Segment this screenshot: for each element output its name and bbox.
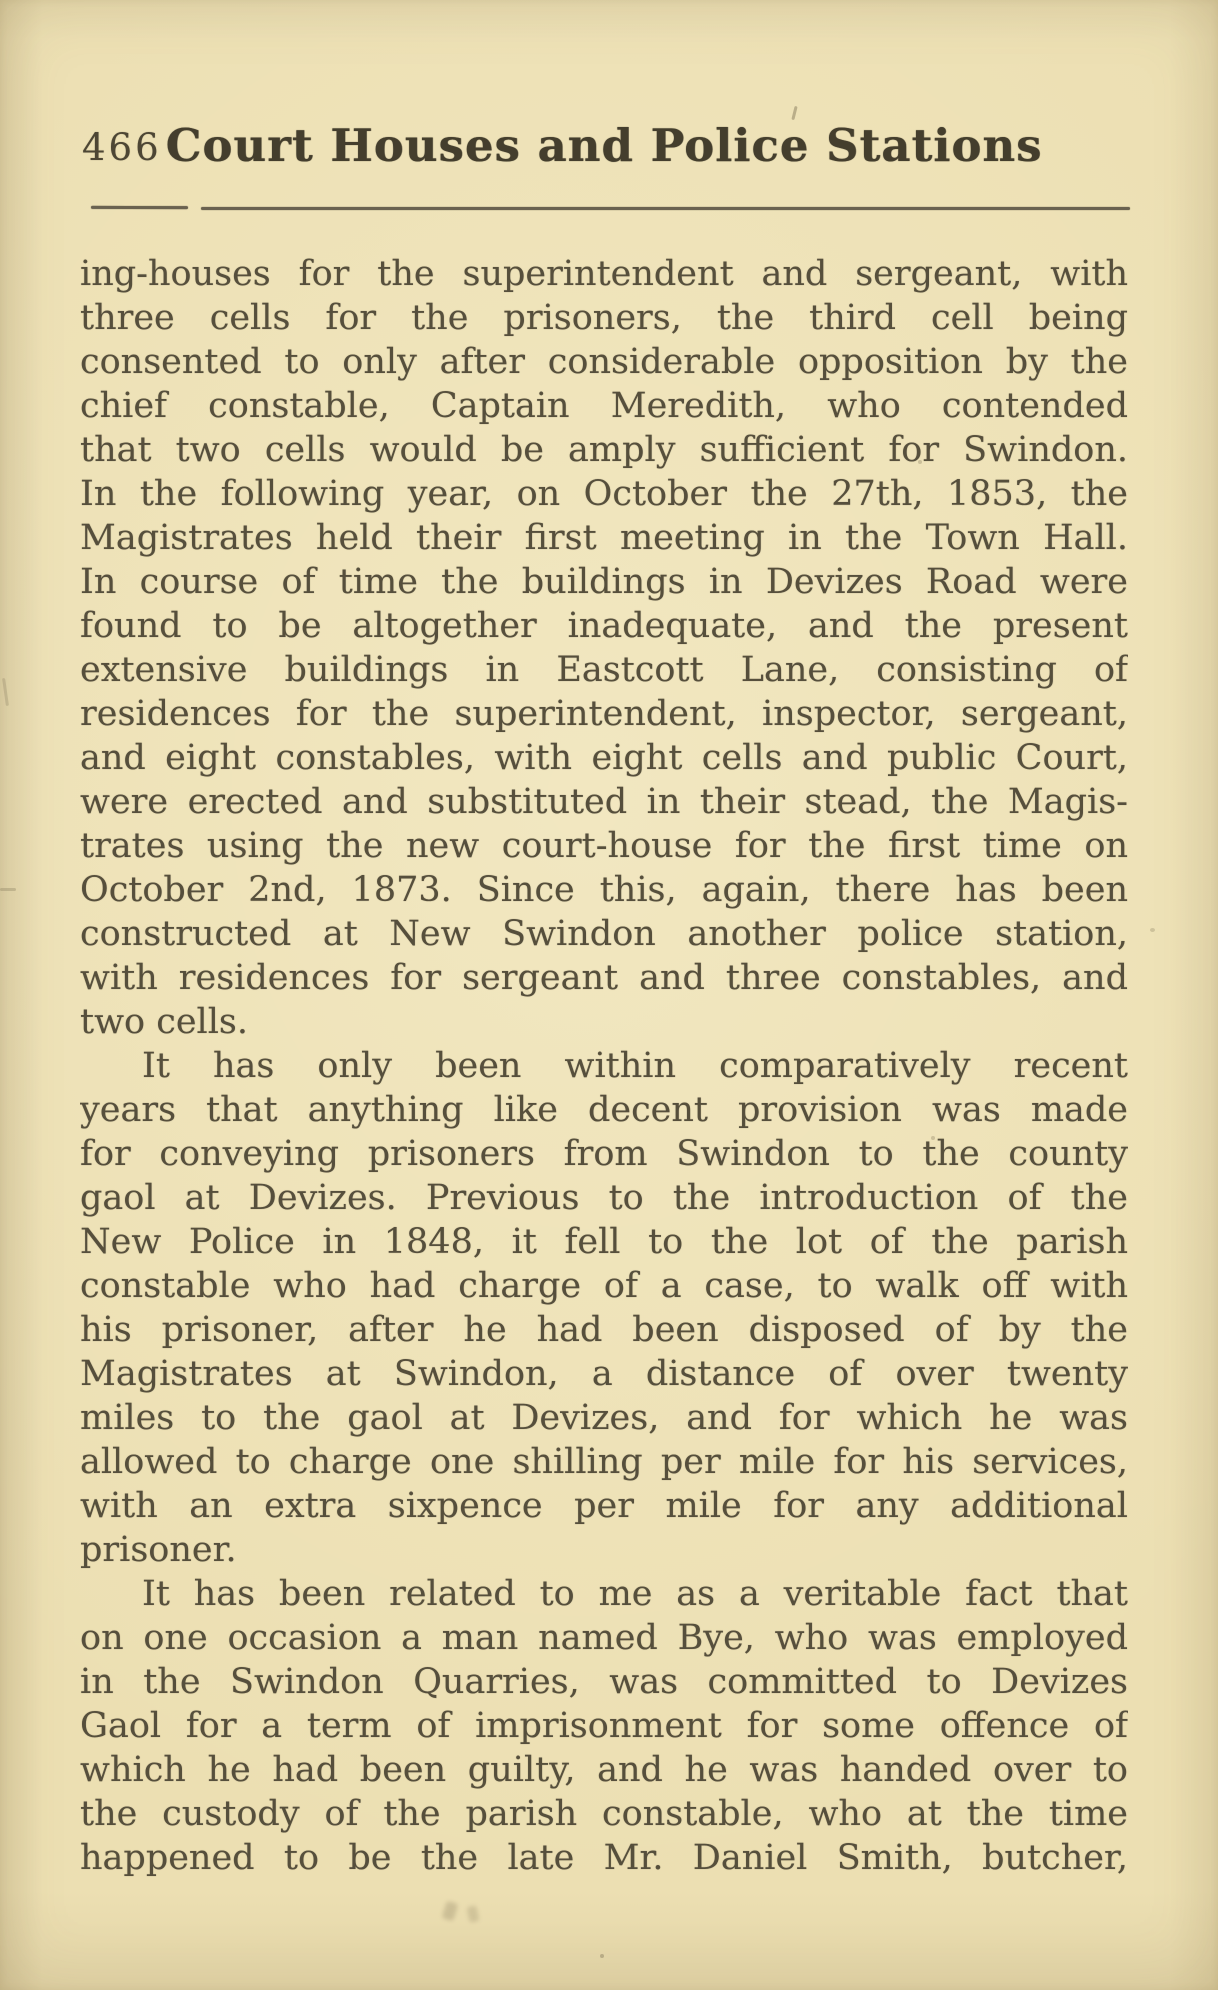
text-line: which he had been guilty, and he was handed over to (80, 1750, 1128, 1790)
text-line: Gaol for a term of imprisonment for some offence of (80, 1706, 1128, 1746)
page-number: 466 (82, 126, 162, 169)
text-line: Magistrates held their first meeting in the Town Hall. (80, 518, 1128, 558)
header-rule-right-segment (201, 207, 1130, 210)
text-line: ing-houses for the superintendent and sergeant, with (80, 254, 1128, 294)
text-line: chief constable, Captain Meredith, who contended (80, 386, 1128, 426)
header-rule-left-segment (91, 206, 188, 209)
text-line: consented to only after considerable opposition by the (80, 342, 1128, 382)
text-line: years that anything like decent provision was made (80, 1090, 1128, 1130)
text-line: prisoner. (80, 1530, 237, 1570)
running-header-title: Court Houses and Police Stations (165, 119, 1043, 172)
text-line: with an extra sixpence per mile for any additional (80, 1486, 1128, 1526)
text-line: happened to be the late Mr. Daniel Smith, butcher, (80, 1838, 1128, 1878)
text-line: In course of time the buildings in Devizes Road were (80, 562, 1128, 602)
stain-mark (931, 1136, 935, 1140)
stain-mark (0, 888, 16, 891)
text-line: on one occasion a man named Bye, who was employed (80, 1618, 1128, 1658)
text-line: and eight constables, with eight cells and public Court, (80, 738, 1128, 778)
text-line: were erected and substituted in their stead, the Magis- (80, 782, 1128, 822)
stain-mark (1150, 928, 1155, 932)
text-line: gaol at Devizes. Previous to the introduction of the (80, 1178, 1128, 1218)
text-line: in the Swindon Quarries, was committed to Devizes (80, 1662, 1128, 1702)
text-line: residences for the superintendent, inspector, sergeant, (80, 694, 1128, 734)
text-line: with residences for sergeant and three constables, and (80, 958, 1128, 998)
text-line: found to be altogether inadequate, and the present (80, 606, 1128, 646)
text-line: extensive buildings in Eastcott Lane, consisting of (80, 650, 1128, 690)
text-line: New Police in 1848, it fell to the lot of the parish (80, 1222, 1128, 1262)
text-line: two cells. (80, 1002, 249, 1042)
text-line: trates using the new court-house for the first time on (80, 826, 1128, 866)
text-line: October 2nd, 1873. Since this, again, there has been (80, 870, 1128, 910)
text-line: It has only been within comparatively recent (142, 1046, 1128, 1086)
text-line: In the following year, on October the 27th, 1853, the (80, 474, 1128, 514)
text-line: for conveying prisoners from Swindon to the county (80, 1134, 1128, 1174)
text-line: three cells for the prisoners, the third cell being (80, 298, 1128, 338)
text-line: constable who had charge of a case, to walk off with (80, 1266, 1128, 1306)
text-line: Magistrates at Swindon, a distance of over twenty (80, 1354, 1128, 1394)
page-body-text (80, 252, 1128, 1880)
text-line: It has been related to me as a veritable fact that (142, 1574, 1128, 1614)
stain-mark (600, 1954, 604, 1958)
stain-mark (918, 460, 922, 464)
text-line: miles to the gaol at Devizes, and for which he was (80, 1398, 1128, 1438)
text-line: constructed at New Swindon another police station, (80, 914, 1128, 954)
text-line: the custody of the parish constable, who at the time (80, 1794, 1128, 1834)
text-line: his prisoner, after he had been disposed of by the (80, 1310, 1128, 1350)
text-line: allowed to charge one shilling per mile for his services, (80, 1442, 1128, 1482)
text-line: that two cells would be amply sufficient for Swindon. (80, 430, 1128, 470)
